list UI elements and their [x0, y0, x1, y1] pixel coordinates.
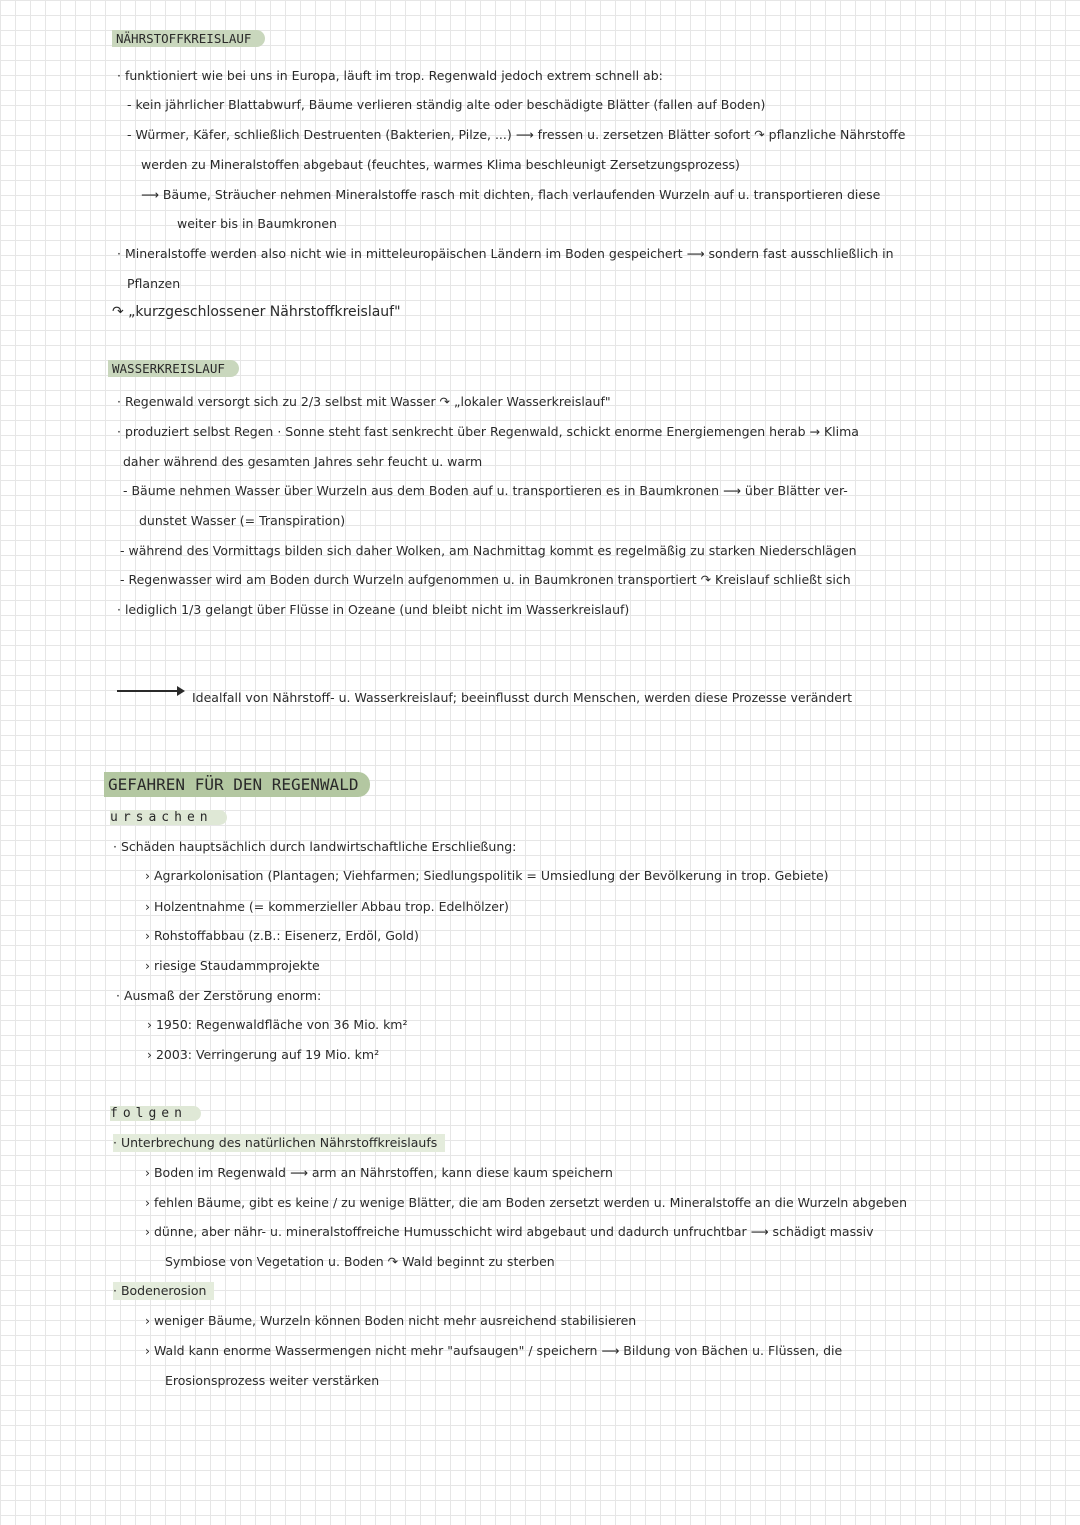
note-line: · produziert selbst Regen · Sonne steht fast senkrecht über Regenwald, schickt enorme Energiemengen herab → Klima: [117, 424, 859, 439]
note-line: · funktioniert wie bei uns in Europa, läuft im trop. Regenwald jedoch extrem schnell ab:: [117, 68, 663, 83]
note-line: · Mineralstoffe werden also nicht wie in mitteleuropäischen Ländern im Boden gespeichert ⟶ sondern fast ausschließlich in: [117, 246, 894, 261]
subheading-folgen: folgen: [110, 1106, 201, 1121]
conclusion-arrow-icon: [117, 690, 183, 692]
note-line: · Bodenerosion: [113, 1282, 214, 1300]
note-line: · Ausmaß der Zerstörung enorm:: [116, 988, 322, 1003]
note-line: - kein jährlicher Blattabwurf, Bäume verlieren ständig alte oder beschädigte Blätter (fallen auf Boden): [127, 97, 766, 112]
note-line: Symbiose von Vegetation u. Boden ↷ Wald beginnt zu sterben: [165, 1254, 555, 1269]
note-line: › 1950: Regenwaldfläche von 36 Mio. km²: [147, 1017, 408, 1032]
note-line: › fehlen Bäume, gibt es keine / zu wenige Blätter, die am Boden zersetzt werden u. Mineralstoffe an die Wurzeln abgeben: [145, 1195, 908, 1210]
note-line: Erosionsprozess weiter verstärken: [165, 1373, 380, 1388]
heading-wasserkreislauf: WASSERKREISLAUF: [108, 360, 239, 377]
note-line: werden zu Mineralstoffen abgebaut (feuchtes, warmes Klima beschleunigt Zersetzungsprozess): [141, 157, 740, 172]
note-line: · Schäden hauptsächlich durch landwirtschaftliche Erschließung:: [113, 839, 517, 854]
note-line: › riesige Staudammprojekte: [145, 958, 320, 973]
conclusion-text: Idealfall von Nährstoff- u. Wasserkreislauf; beeinflusst durch Menschen, werden diese Prozesse verändert: [192, 690, 852, 705]
note-line: › Holzentnahme (= kommerzieller Abbau trop. Edelhölzer): [145, 899, 509, 914]
note-line: › Agrarkolonisation (Plantagen; Viehfarmen; Siedlungspolitik = Umsiedlung der Bevölkerung in trop. Gebiete): [145, 868, 829, 883]
note-line: › Rohstoffabbau (z.B.: Eisenerz, Erdöl, Gold): [145, 928, 419, 943]
note-line: · Regenwald versorgt sich zu 2/3 selbst mit Wasser ↷ „lokaler Wasserkreislauf": [117, 394, 611, 409]
note-line: · lediglich 1/3 gelangt über Flüsse in Ozeane (und bleibt nicht im Wasserkreislauf): [117, 602, 630, 617]
note-line: - während des Vormittags bilden sich daher Wolken, am Nachmittag kommt es regelmäßig zu starken Niederschlägen: [120, 543, 857, 558]
heading-gefahren: GEFAHREN FÜR DEN REGENWALD: [104, 772, 370, 797]
note-line: › Wald kann enorme Wassermengen nicht mehr "aufsaugen" / speichern ⟶ Bildung von Bächen u. Flüssen, die: [145, 1343, 843, 1358]
note-line: - Regenwasser wird am Boden durch Wurzeln aufgenommen u. in Baumkronen transportiert ↷ Kreislauf schließt sich: [120, 572, 851, 587]
note-line: ⟶ Bäume, Sträucher nehmen Mineralstoffe rasch mit dichten, flach verlaufenden Wurzeln auf u. transportieren diese: [141, 187, 881, 202]
note-line: weiter bis in Baumkronen: [177, 216, 337, 231]
note-line: › Boden im Regenwald ⟶ arm an Nährstoffen, kann diese kaum speichern: [145, 1165, 613, 1180]
note-line: ↷ „kurzgeschlossener Nährstoffkreislauf": [112, 304, 401, 320]
note-line: Pflanzen: [127, 276, 181, 291]
note-line: · Unterbrechung des natürlichen Nährstoffkreislaufs: [113, 1134, 445, 1152]
note-line: daher während des gesamten Jahres sehr feucht u. warm: [123, 454, 483, 469]
note-line: › weniger Bäume, Wurzeln können Boden nicht mehr ausreichend stabilisieren: [145, 1313, 637, 1328]
subheading-ursachen: ursachen: [110, 810, 227, 825]
note-line: dunstet Wasser (= Transpiration): [139, 513, 346, 528]
note-line: › dünne, aber nähr- u. mineralstoffreiche Humusschicht wird abgebaut und dadurch unfruchtbar ⟶ schädigt massiv: [145, 1224, 874, 1239]
note-line: › 2003: Verringerung auf 19 Mio. km²: [147, 1047, 380, 1062]
note-line: - Würmer, Käfer, schließlich Destruenten (Bakterien, Pilze, ...) ⟶ fressen u. zersetzen Blätter sofort ↷ pflanzliche Nährstoffe: [127, 127, 906, 142]
note-line: - Bäume nehmen Wasser über Wurzeln aus dem Boden auf u. transportieren es in Baumkronen ⟶ über Blätter ver-: [123, 483, 848, 498]
heading-naehrstoffkreislauf: NÄHRSTOFFKREISLAUF: [112, 30, 265, 47]
